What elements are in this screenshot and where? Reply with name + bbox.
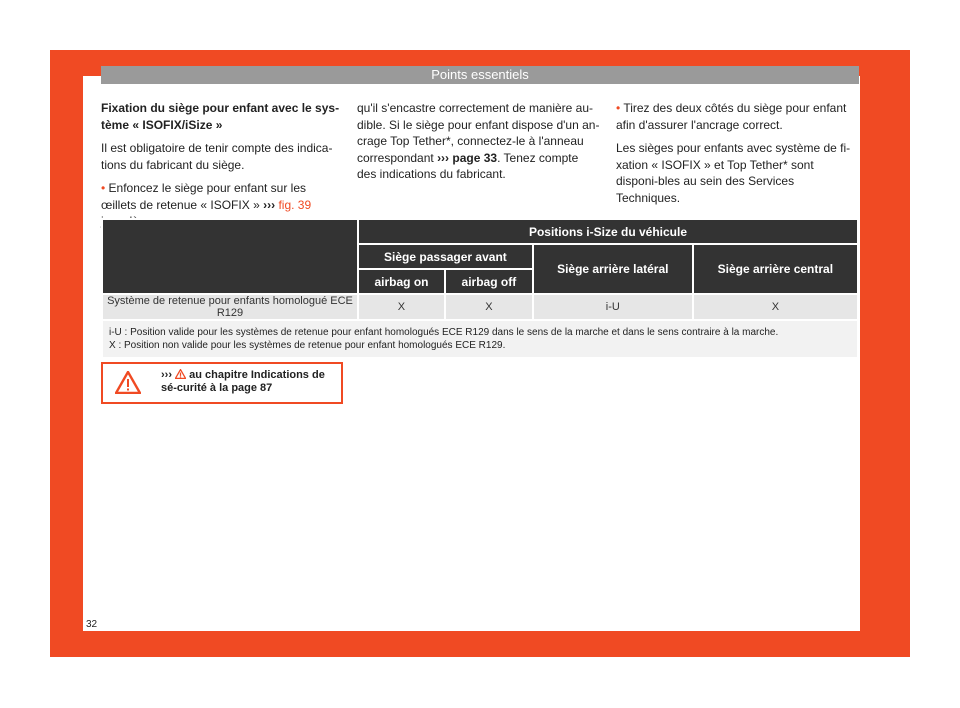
note-line-1: i-U : Position valide pour les systèmes de retenue pour enfant homologués ECE R129 dans le sens de la marche et dans le sens contraire à la marche. xyxy=(109,327,779,338)
column-3 xyxy=(616,100,859,213)
bullet-1-arrow: ››› xyxy=(263,197,276,212)
cell-airbag-off: X xyxy=(445,294,533,320)
note-line-2: X : Position non valide pour les systèmes de retenue pour enfant homologués ECE R129. xyxy=(109,340,506,351)
table-note xyxy=(102,320,858,358)
bullet-2-text: Tirez des deux côtés du siège pour enfant afin d'assurer l'ancrage correct. xyxy=(616,101,847,132)
bullet-1-text: Enfoncez le siège pour enfant sur les œillets de retenue « ISOFIX » xyxy=(101,181,307,212)
bullet-dot: • xyxy=(616,101,621,115)
warning-link[interactable]: au chapitre Indications de sé-curité à la page 87 xyxy=(161,369,325,394)
rear-center-header: Siège arrière central xyxy=(693,244,858,294)
positions-header: Positions i-Size du véhicule xyxy=(358,219,858,244)
table-corner xyxy=(102,219,358,294)
page-number: 32 xyxy=(86,619,98,630)
intro-text: Il est obligatoire de tenir compte des indica-tions du fabricant du siège. xyxy=(101,141,333,172)
cell-rear-center: X xyxy=(693,294,858,320)
warning-arrow: ››› xyxy=(161,369,172,381)
services-text: Les sièges pour enfants avec système de fi-xation « ISOFIX » et Top Tether* sont disponi-bles au sein des Services Techniques. xyxy=(616,141,851,205)
rear-side-header: Siège arrière latéral xyxy=(533,244,693,294)
warning-triangle-icon xyxy=(115,371,141,394)
col2-text-2: . Tenez compte des indications du fabricant. xyxy=(357,150,579,181)
bullet-dot: • xyxy=(101,181,106,195)
section-heading: Fixation du siège pour enfant avec le sys-tème « ISOFIX/iSize » xyxy=(101,101,340,132)
continuation-text xyxy=(357,100,600,183)
isize-positions-table xyxy=(101,218,859,359)
col2-text-1: qu'il s'encastre correctement de manière au-dible. Si le siège pour enfant dispose d'un an-crage Top Tether*, connectez-le à l'anneau correspondant xyxy=(357,101,600,165)
column-1 xyxy=(101,100,344,237)
row-label: Système de retenue pour enfants homologué ECE R129 xyxy=(102,294,358,320)
table-row xyxy=(102,294,858,320)
airbag-on-header: airbag on xyxy=(358,269,445,294)
warning-box xyxy=(101,362,343,404)
cell-rear-side: i-U xyxy=(533,294,693,320)
bullet-2 xyxy=(616,100,859,133)
airbag-off-header: airbag off xyxy=(445,269,533,294)
table-note-row xyxy=(102,320,858,358)
cell-airbag-on: X xyxy=(358,294,445,320)
col2-arrow: ››› xyxy=(437,150,450,165)
fig-link[interactable]: fig. 39 xyxy=(278,197,312,212)
warning-triangle-icon-small xyxy=(175,369,186,379)
page-ref-link[interactable]: page 33 xyxy=(452,150,498,165)
column-2 xyxy=(357,100,600,190)
front-passenger-header: Siège passager avant xyxy=(358,244,533,269)
warning-text xyxy=(161,369,336,395)
section-title: Points essentiels xyxy=(431,67,529,82)
section-header xyxy=(101,66,859,84)
